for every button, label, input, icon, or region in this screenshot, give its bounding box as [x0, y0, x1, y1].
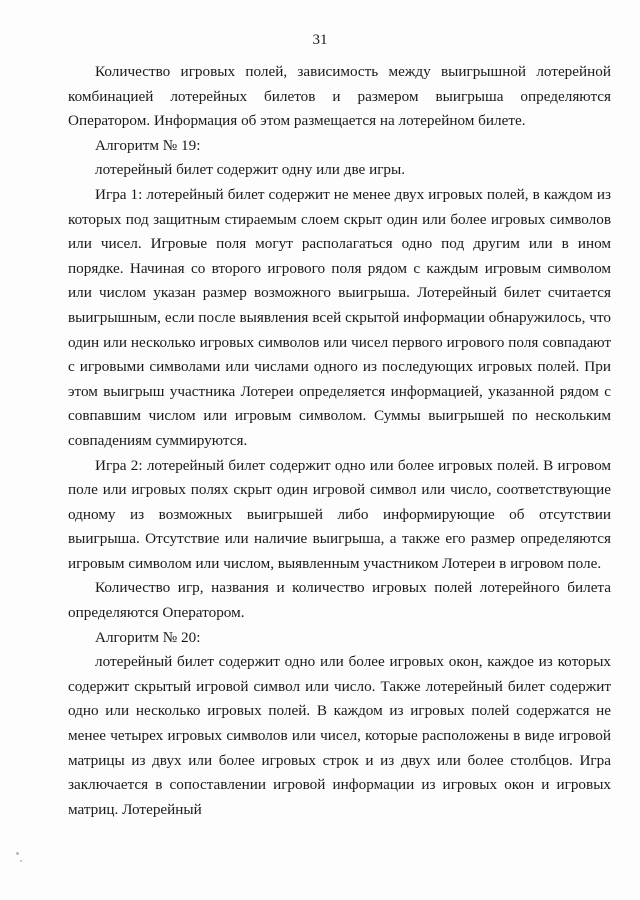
- paragraph-game-2: Игра 2: лотерейный билет содержит одно или более игровых полей. В игровом поле или игровых полях скрыт один игровой символ или число, соответствующие одному из возможных выигрышей либо информирующие об отсутствии выигрыша. Отсутствие или наличие выигрыша, а также его размер определяются игровым символом или числом, выявленным участником Лотереи в игровом поле.: [68, 456, 611, 572]
- paragraph-games-count: Количество игр, названия и количество игровых полей лотерейного билета определяются Оператором.: [68, 579, 611, 622]
- paragraph-algorithm-19-intro: лотерейный билет содержит одну или две игры.: [95, 161, 406, 179]
- document-body: [68, 60, 611, 822]
- scan-speck: [20, 860, 22, 862]
- paragraph-fields-count: Количество игровых полей, зависимость между выигрышной лотерейной комбинацией лотерейных билетов и размером выигрыша определяются Оператором. Информация об этом размещается на лотерейном билете.: [68, 63, 611, 130]
- paragraph-game-1: Игра 1: лотерейный билет содержит не менее двух игровых полей, в каждом из которых под защитным стираемым слоем скрыт один или более игровых символов или чисел. Игровые поля могут располагаться одно под другим или в ином порядке. Начиная со второго игрового поля рядом с каждым игровым символом или числом указан размер возможного выигрыша. Лотерейный билет считается выигрышным, если после выявления всей скрытой информации обнаружилось, что один или несколько игровых символов или чисел первого игрового поля совпадают с игровыми символами или числами одного из последующих игровых полей. При этом выигрыш участника Лотереи определяется информацией, указанной рядом с совпавшим числом или игровым символом. Суммы выигрышей по нескольким совпадениям суммируются.: [68, 185, 611, 449]
- heading-algorithm-20: Алгоритм № 20:: [95, 628, 201, 646]
- paragraph-algorithm-20: лотерейный билет содержит одно или более игровых окон, каждое из которых содержит скрытый игровой символ или число. Также лотерейный билет содержит одно или несколько игровых полей. В каждом из игровых полей содержатся не менее четырех игровых символов или чисел, которые расположены в виде игровой матрицы из двух или более игровых строк и из двух или более столбцов. Игра заключается в сопоставлении игровой информации из игровых окон и игровых матриц. Лотерейный: [68, 653, 611, 818]
- heading-algorithm-19: Алгоритм № 19:: [95, 136, 201, 154]
- scan-speck: [16, 852, 19, 855]
- page-number: 31: [312, 32, 328, 48]
